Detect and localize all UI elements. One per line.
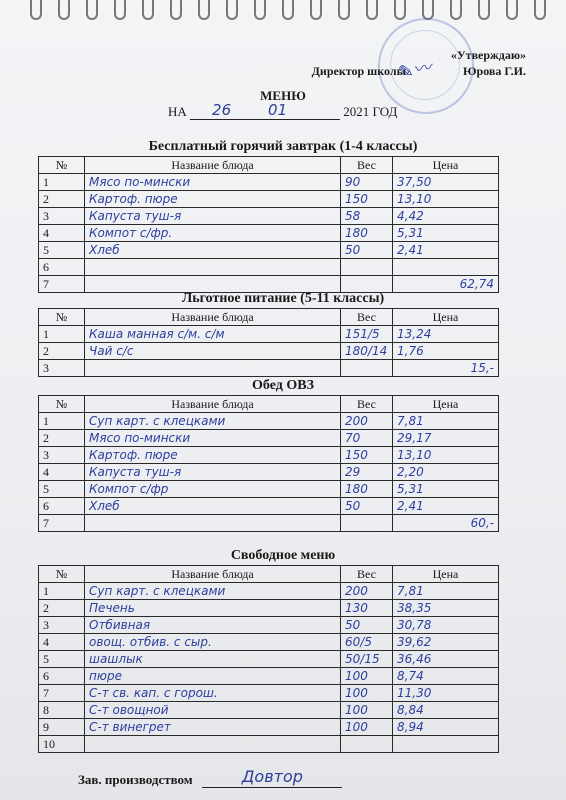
table-row xyxy=(39,174,499,191)
row-number: 8 xyxy=(39,702,85,719)
row-number: 10 xyxy=(39,736,85,753)
row-number: 3 xyxy=(39,208,85,225)
dish-name: пюре xyxy=(85,668,341,685)
dish-name: С-т св. кап. с горош. xyxy=(85,685,341,702)
dish-weight: 100 xyxy=(341,702,393,719)
dish-name: шашлык xyxy=(85,651,341,668)
dish-weight: 90 xyxy=(341,174,393,191)
dish-price: 13,10 xyxy=(393,191,499,208)
table-row xyxy=(39,360,499,377)
dish-price: 5,31 xyxy=(393,225,499,242)
dish-name: Мясо по-мински xyxy=(85,174,341,191)
table-row xyxy=(39,242,499,259)
dish-weight xyxy=(341,259,393,276)
col-num: № xyxy=(39,566,85,583)
row-number: 4 xyxy=(39,225,85,242)
table-row xyxy=(39,583,499,600)
dish-price: 5,31 xyxy=(393,481,499,498)
menu-date xyxy=(168,101,398,120)
table-row xyxy=(39,702,499,719)
table-row xyxy=(39,326,499,343)
row-number: 3 xyxy=(39,447,85,464)
col-weight: Вес xyxy=(341,566,393,583)
dish-price: 4,42 xyxy=(393,208,499,225)
dish-name: Хлеб xyxy=(85,498,341,515)
table-row xyxy=(39,430,499,447)
dish-name: Мясо по-мински xyxy=(85,430,341,447)
table-row xyxy=(39,515,499,532)
footer xyxy=(78,767,342,788)
col-name: Название блюда xyxy=(85,309,341,326)
dish-weight: 180 xyxy=(341,481,393,498)
table-row xyxy=(39,225,499,242)
row-number: 1 xyxy=(39,413,85,430)
row-number: 3 xyxy=(39,360,85,377)
row-number: 3 xyxy=(39,617,85,634)
row-number: 4 xyxy=(39,634,85,651)
dish-name xyxy=(85,360,341,377)
table-row xyxy=(39,736,499,753)
dish-weight xyxy=(341,515,393,532)
row-number: 2 xyxy=(39,430,85,447)
dish-price: 8,94 xyxy=(393,719,499,736)
dish-weight xyxy=(341,276,393,293)
on-label: НА xyxy=(168,104,187,119)
col-num: № xyxy=(39,309,85,326)
dish-price: 8,84 xyxy=(393,702,499,719)
dish-name: Каша манная с/м. с/м xyxy=(85,326,341,343)
row-number: 4 xyxy=(39,464,85,481)
dish-weight: 50 xyxy=(341,242,393,259)
dish-price: 7,81 xyxy=(393,583,499,600)
col-name: Название блюда xyxy=(85,566,341,583)
dish-weight: 60/5 xyxy=(341,634,393,651)
dish-name: Картоф. пюре xyxy=(85,191,341,208)
free-breakfast-title: Бесплатный горячий завтрак (1-4 классы) xyxy=(148,139,418,154)
table-row xyxy=(39,668,499,685)
dish-price: 7,81 xyxy=(393,413,499,430)
row-number: 2 xyxy=(39,343,85,360)
row-number: 5 xyxy=(39,481,85,498)
table-row xyxy=(39,651,499,668)
dish-weight: 58 xyxy=(341,208,393,225)
menu-day: 26 xyxy=(212,101,232,119)
table-row xyxy=(39,719,499,736)
dish-weight: 50 xyxy=(341,498,393,515)
director-signature: ✎〰 xyxy=(396,57,433,84)
dish-name: Хлеб xyxy=(85,242,341,259)
menu-title: МЕНЮ xyxy=(260,88,306,103)
table-row xyxy=(39,481,499,498)
dish-weight: 100 xyxy=(341,668,393,685)
table-row xyxy=(39,191,499,208)
dish-name: С-т овощной xyxy=(85,702,341,719)
col-price: Цена xyxy=(393,157,499,174)
dish-price: 13,24 xyxy=(393,326,499,343)
dish-price: 8,74 xyxy=(393,668,499,685)
dish-name xyxy=(85,515,341,532)
table-row xyxy=(39,208,499,225)
dish-weight: 70 xyxy=(341,430,393,447)
table-row xyxy=(39,343,499,360)
row-number: 2 xyxy=(39,600,85,617)
dish-weight: 180/14 xyxy=(341,343,393,360)
dish-price: 38,35 xyxy=(393,600,499,617)
ovz-lunch-table xyxy=(38,395,499,532)
dish-price xyxy=(393,736,499,753)
col-name: Название блюда xyxy=(85,157,341,174)
dish-weight: 150 xyxy=(341,447,393,464)
dish-weight: 100 xyxy=(341,685,393,702)
dish-price: 62,74 xyxy=(393,276,499,293)
dish-name: овощ. отбив. с сыр. xyxy=(85,634,341,651)
binder-rings xyxy=(0,0,566,20)
row-number: 2 xyxy=(39,191,85,208)
dish-name: С-т винегрет xyxy=(85,719,341,736)
row-number: 9 xyxy=(39,719,85,736)
dish-name: Картоф. пюре xyxy=(85,447,341,464)
dish-name: Суп карт. с клецками xyxy=(85,413,341,430)
dish-name: Капуста туш-я xyxy=(85,464,341,481)
free-breakfast-table xyxy=(38,156,499,293)
free-menu-table xyxy=(38,565,499,753)
dish-weight: 200 xyxy=(341,413,393,430)
col-weight: Вес xyxy=(341,309,393,326)
dish-price: 1,76 xyxy=(393,343,499,360)
dish-weight: 50 xyxy=(341,617,393,634)
row-number: 7 xyxy=(39,276,85,293)
dish-name: Чай с/с xyxy=(85,343,341,360)
dish-weight: 130 xyxy=(341,600,393,617)
director-name: Юрова Г.И. xyxy=(463,64,526,78)
row-number: 6 xyxy=(39,259,85,276)
dish-price: 2,41 xyxy=(393,498,499,515)
menu-month: 01 xyxy=(268,101,288,119)
col-num: № xyxy=(39,396,85,413)
dish-price: 29,17 xyxy=(393,430,499,447)
table-row xyxy=(39,498,499,515)
row-number: 5 xyxy=(39,242,85,259)
table-row xyxy=(39,617,499,634)
dish-weight: 151/5 xyxy=(341,326,393,343)
production-head-label: Зав. производством xyxy=(78,772,193,787)
dish-price: 36,46 xyxy=(393,651,499,668)
dish-name xyxy=(85,276,341,293)
table-row xyxy=(39,600,499,617)
dish-name: Суп карт. с клецками xyxy=(85,583,341,600)
benefit-food-title: Льготное питание (5-11 классы) xyxy=(181,291,385,306)
dish-price: 15,- xyxy=(393,360,499,377)
dish-name: Компот с/фр. xyxy=(85,225,341,242)
dish-price xyxy=(393,259,499,276)
dish-weight: 29 xyxy=(341,464,393,481)
director-label: Директор школы xyxy=(311,64,406,78)
table-row xyxy=(39,447,499,464)
row-number: 1 xyxy=(39,326,85,343)
col-num: № xyxy=(39,157,85,174)
table-row xyxy=(39,259,499,276)
dish-weight xyxy=(341,736,393,753)
row-number: 6 xyxy=(39,498,85,515)
dish-price: 60,- xyxy=(393,515,499,532)
dish-price: 11,30 xyxy=(393,685,499,702)
dish-price: 13,10 xyxy=(393,447,499,464)
dish-price: 39,62 xyxy=(393,634,499,651)
dish-price: 2,20 xyxy=(393,464,499,481)
col-price: Цена xyxy=(393,396,499,413)
production-head-signature: Довтор xyxy=(241,767,303,786)
dish-weight xyxy=(341,360,393,377)
col-price: Цена xyxy=(393,309,499,326)
col-price: Цена xyxy=(393,566,499,583)
ovz-lunch-title: Обед ОВЗ xyxy=(252,378,314,393)
row-number: 5 xyxy=(39,651,85,668)
dish-weight: 200 xyxy=(341,583,393,600)
table-row xyxy=(39,464,499,481)
dish-weight: 100 xyxy=(341,719,393,736)
row-number: 1 xyxy=(39,174,85,191)
table-row xyxy=(39,634,499,651)
col-weight: Вес xyxy=(341,396,393,413)
approval-block xyxy=(311,48,526,78)
free-menu-title: Свободное меню xyxy=(230,548,336,563)
dish-name: Печень xyxy=(85,600,341,617)
col-name: Название блюда xyxy=(85,396,341,413)
dish-weight: 180 xyxy=(341,225,393,242)
col-weight: Вес xyxy=(341,157,393,174)
year-label: 2021 ГОД xyxy=(343,104,398,119)
row-number: 1 xyxy=(39,583,85,600)
row-number: 7 xyxy=(39,515,85,532)
dish-name xyxy=(85,259,341,276)
table-row xyxy=(39,685,499,702)
table-row xyxy=(39,276,499,293)
row-number: 7 xyxy=(39,685,85,702)
dish-price: 30,78 xyxy=(393,617,499,634)
dish-weight: 150 xyxy=(341,191,393,208)
dish-name: Капуста туш-я xyxy=(85,208,341,225)
row-number: 6 xyxy=(39,668,85,685)
approve-label: «Утверждаю» xyxy=(450,48,526,62)
dish-name xyxy=(85,736,341,753)
table-row xyxy=(39,413,499,430)
dish-price: 37,50 xyxy=(393,174,499,191)
dish-name: Компот с/фр xyxy=(85,481,341,498)
dish-name: Отбивная xyxy=(85,617,341,634)
benefit-food-table xyxy=(38,308,499,377)
dish-weight: 50/15 xyxy=(341,651,393,668)
dish-price: 2,41 xyxy=(393,242,499,259)
